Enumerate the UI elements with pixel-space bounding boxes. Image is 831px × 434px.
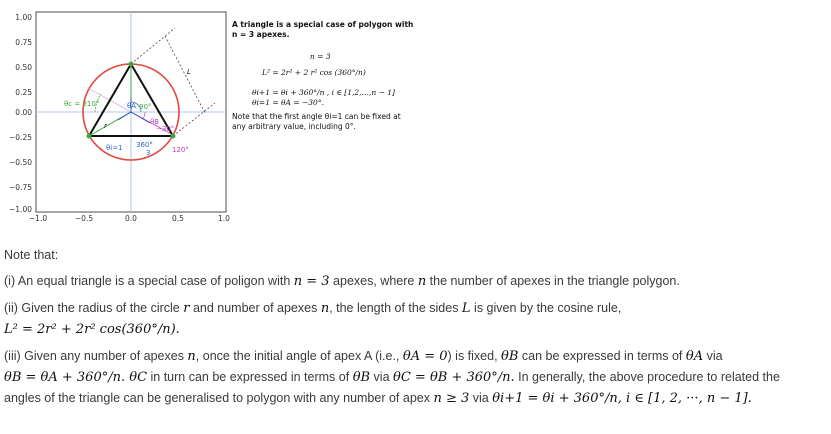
note-item-1: (i) An equal triangle is a special case of poligon with n = 3 apexes, where n the number of apexes in the triangle polygon. <box>4 274 680 289</box>
label-theta-c: θc = 210° <box>64 100 100 108</box>
note-item-2: (ii) Given the radius of the circle r and number of apexes n, the length of the sides L is given by the cosine rule, L² = 2r² + 2r² cos(360°/n). <box>4 301 622 337</box>
side-eq-L: L² = 2r² + 2 r² cos (360°/n) <box>262 68 366 77</box>
x-tick-label: −1.0 <box>28 214 48 223</box>
label-3: 3 <box>146 149 151 157</box>
label-theta-a: θA <box>127 102 137 110</box>
x-tick-label: 0.5 <box>172 214 184 223</box>
x-tick-label: 0.0 <box>125 214 137 223</box>
y-ticks <box>9 13 32 214</box>
label-360: 360° <box>136 141 153 149</box>
y-tick-label: −0.50 <box>9 158 32 167</box>
y-tick-label: 0.50 <box>15 63 32 72</box>
vertex-b <box>171 134 176 139</box>
side-note-title: A triangle is a special case of polygon with <box>232 20 414 29</box>
label-120: 120° <box>172 146 189 154</box>
side-note-title-2: n = 3 apexes. <box>232 30 290 39</box>
y-tick-label: 0.75 <box>15 38 32 47</box>
vertex-a <box>129 62 134 67</box>
x-tick-label: −0.5 <box>74 214 94 223</box>
side-note-line: any arbitrary value, including 0°. <box>232 122 356 131</box>
side-eq-theta-init: θi=1 = θA = −30°. <box>252 98 324 107</box>
side-eq-theta: θi+1 = θi + 360°/n , i ∈ [1,2,…,n − 1] <box>252 88 395 97</box>
vertex-c <box>87 134 92 139</box>
x-ticks <box>29 214 230 223</box>
note-formula: L² = 2r² + 2r² cos(360°/n). <box>4 322 180 337</box>
y-tick-label: −1.00 <box>9 205 32 214</box>
y-tick-label: 0.25 <box>15 88 32 97</box>
y-tick-label: −0.25 <box>9 133 32 142</box>
label-r: r <box>104 122 107 130</box>
x-tick-label: 1.0 <box>218 214 230 223</box>
notes-section <box>4 245 826 415</box>
side-note-line: Note that the first angle θi=1 can be fixed at <box>232 112 401 121</box>
label-minus-30: −30° <box>156 125 175 133</box>
label-theta-i: θi=1 <box>106 144 123 152</box>
label-90: 90° <box>139 103 152 111</box>
side-note <box>232 20 422 132</box>
side-eq-n: n = 3 <box>310 52 331 61</box>
y-tick-label: 0.00 <box>15 108 32 117</box>
label-theta-b: θB <box>150 118 160 126</box>
notes-heading: Note that: <box>4 248 59 262</box>
note-item-3: (iii) Given any number of apexes n, once the initial angle of apex A (i.e., θA = 0) is fixed, θB can be expressed in terms of θA via θB = θA + 360°/n. θC in turn can be expressed in terms of θB via θC = θB + 360°/n. In generally, the above procedure to related the angles of the triangle can be generalised to polygon with any number of apex n ≥ 3 via θi+1 = θi + 360°/n, i ∈ [1, 2, ···, n − 1]. <box>4 349 780 406</box>
triangle-figure <box>0 8 240 228</box>
label-L: L <box>187 68 191 76</box>
y-tick-label: −0.75 <box>9 183 32 192</box>
y-tick-label: 1.00 <box>15 13 32 22</box>
